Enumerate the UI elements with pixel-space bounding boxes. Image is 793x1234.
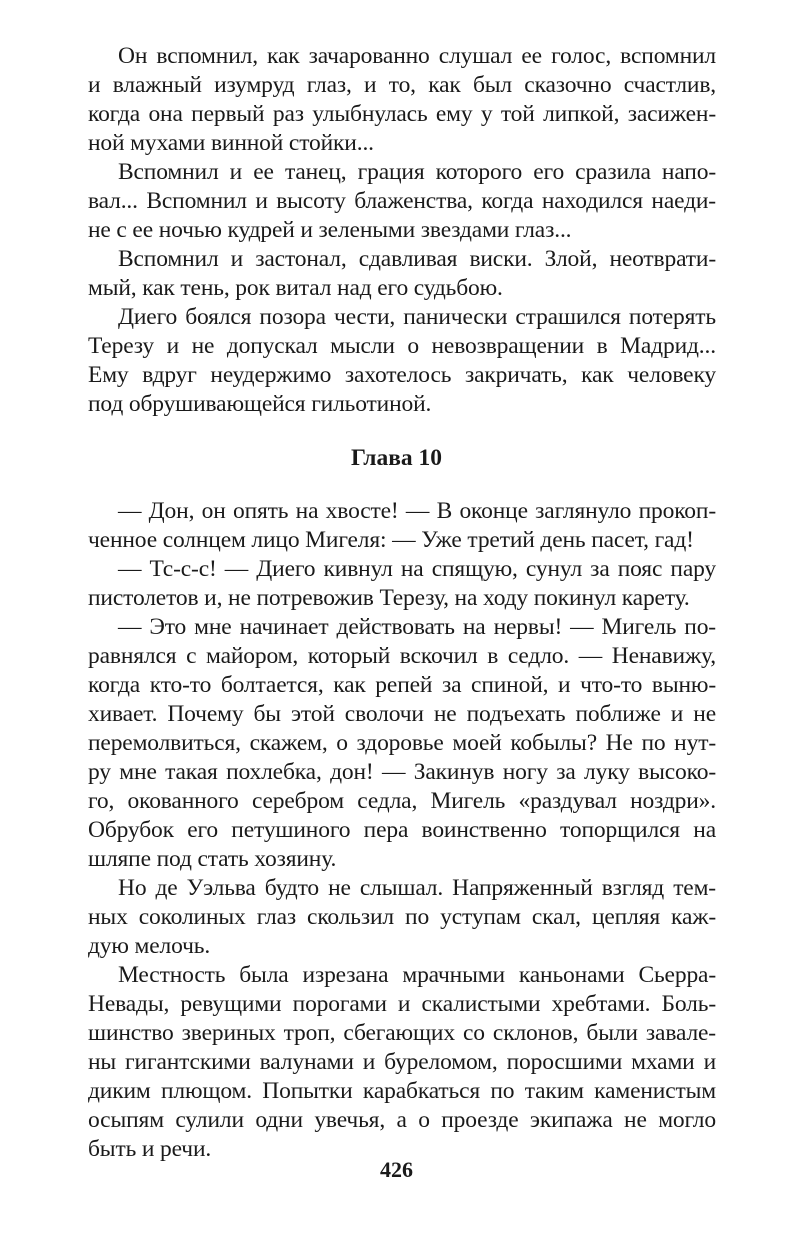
text-line: го, окованного серебром седла, Мигель «раздувал ноздри». bbox=[88, 788, 716, 814]
text-line: под обрушивающейся гильотиной. bbox=[88, 391, 432, 417]
text-line: Вспомнил и ее танец, грация которого его сразила напо- bbox=[118, 159, 716, 185]
text-line: диким плющом. Попытки карабкаться по таким каменистым bbox=[88, 1078, 716, 1104]
text-line: Местность была изрезана мрачными каньонами Сьерра- bbox=[118, 962, 716, 988]
text-line: Терезу и не допускал мысли о невозвращении в Мадрид... bbox=[88, 333, 716, 359]
text-line: осыпям сулили одни увечья, а о проезде экипажа не могло bbox=[88, 1107, 716, 1133]
text-line: ченное солнцем лицо Мигеля: — Уже третий день пасет, гад! bbox=[88, 527, 694, 553]
text-line: ру мне такая похлебка, дон! — Закинув ногу за луку высоко- bbox=[88, 759, 716, 785]
text-line: Диего боялся позора чести, панически страшился потерять bbox=[118, 304, 716, 330]
text-line: Он вспомнил, как зачарованно слушал ее голос, вспомнил bbox=[118, 43, 716, 69]
chapter-title: Глава 10 bbox=[350, 445, 443, 471]
text-line: шляпе под стать хозяину. bbox=[88, 846, 337, 872]
text-line: Но де Уэльва будто не слышал. Напряженный взгляд тем- bbox=[118, 875, 716, 901]
text-line: Ему вдруг неудержимо захотелось закричать, как человеку bbox=[88, 362, 716, 388]
text-line: мый, как тень, рок витал над его судьбою. bbox=[88, 275, 503, 301]
text-line: Вспомнил и застонал, сдавливая виски. Злой, неотврати- bbox=[118, 246, 716, 272]
text-line: Обрубок его петушиного пера воинственно топорщился на bbox=[88, 817, 716, 843]
page-number: 426 bbox=[380, 1157, 413, 1182]
text-line: — Тс-с-с! — Диего кивнул на спящую, сунул за пояс пару bbox=[118, 556, 716, 582]
text-line: ных соколиных глаз скользил по уступам скал, цепляя каж- bbox=[88, 904, 716, 930]
text-block-chapter-body bbox=[88, 497, 716, 1164]
text-block-top bbox=[88, 42, 716, 419]
text-line: когда она первый раз улыбнулась ему у той липкой, засижен- bbox=[88, 101, 716, 127]
text-line: ны гигантскими валунами и буреломом, поросшими мхами и bbox=[88, 1049, 716, 1075]
text-line: хивает. Почему бы этой сволочи не подъехать поближе и не bbox=[88, 701, 716, 727]
text-line: перемолвиться, скажем, о здоровье моей кобылы? Не по нут- bbox=[88, 730, 716, 756]
text-line: дую мелочь. bbox=[88, 933, 211, 959]
text-line: шинство звериных троп, сбегающих со склонов, были завале- bbox=[88, 1020, 716, 1046]
text-line: — Это мне начинает действовать на нервы! — Мигель по- bbox=[118, 614, 716, 640]
text-line: равнялся с майором, который вскочил в седло. — Ненавижу, bbox=[88, 643, 716, 669]
text-line: и влажный изумруд глаз, и то, как был сказочно счастлив, bbox=[88, 72, 716, 98]
text-line: не с ее ночью кудрей и зелеными звездами глаз... bbox=[88, 217, 572, 243]
text-line: ной мухами винной стойки... bbox=[88, 130, 374, 156]
text-line: вал... Вспомнил и высоту блаженства, когда находился наеди- bbox=[88, 188, 716, 214]
text-line: пистолетов и, не потревожив Терезу, на ходу покинул карету. bbox=[88, 585, 690, 611]
text-line: — Дон, он опять на хвосте! — В оконце заглянуло прокоп- bbox=[118, 498, 716, 524]
text-line: когда кто-то болтается, как репей за спиной, и что-то выню- bbox=[88, 672, 716, 698]
text-line: Невады, ревущими порогами и скалистыми хребтами. Боль- bbox=[88, 991, 716, 1017]
text-line: быть и речи. bbox=[88, 1136, 212, 1162]
